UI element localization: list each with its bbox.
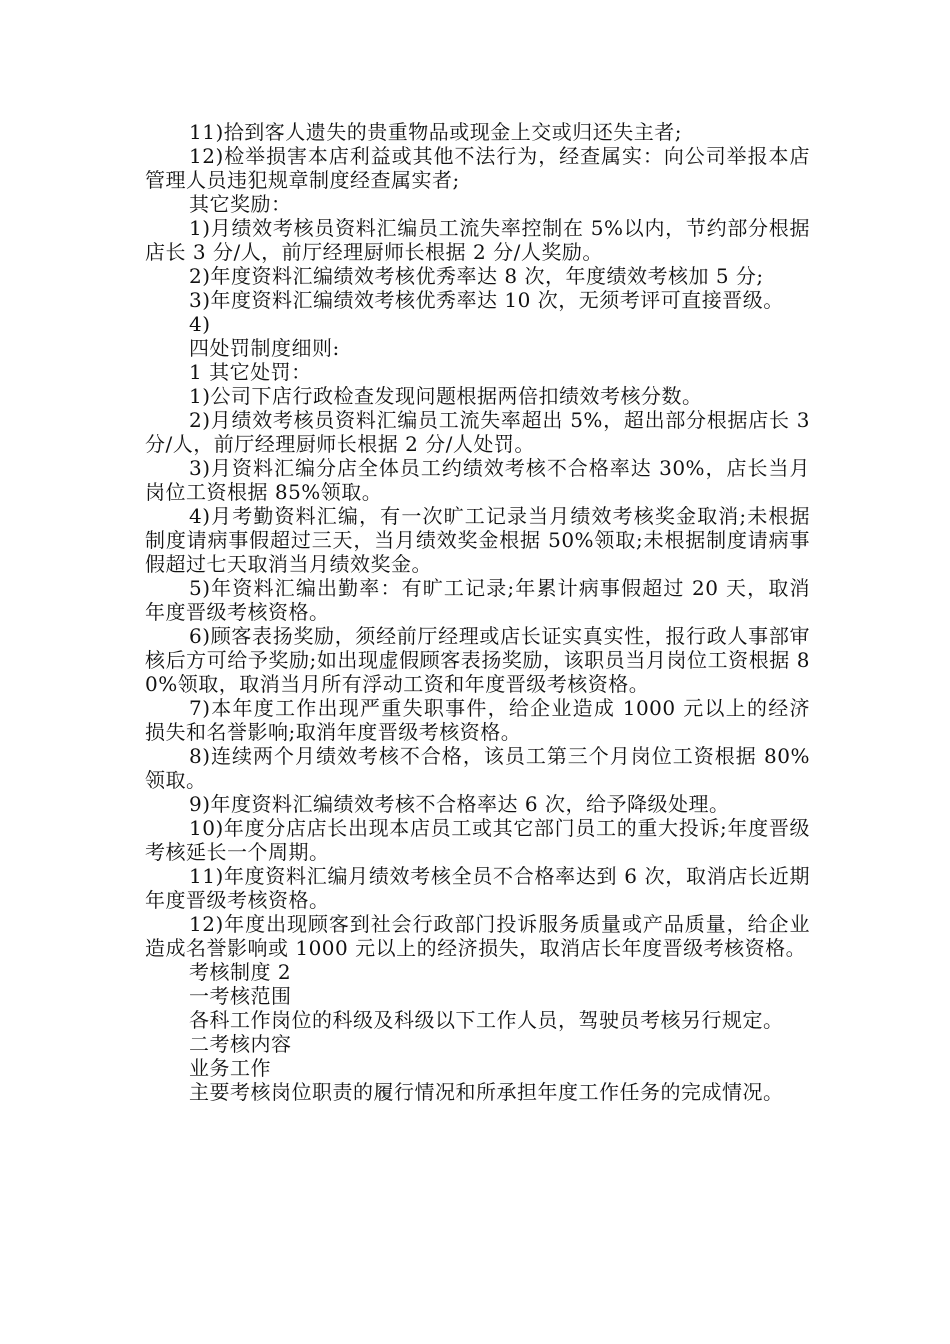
paragraph: 其它奖励： (189, 192, 292, 216)
paragraph: 6)顾客表扬奖励，须经前厅经理或店长证实真实性，报行政人事部审核后方可给予奖励;如出现虚假顾客表扬奖励，该职员当月岗位工资根据 80%领取，取消当月所有浮动工资和年度晋级考核资格。 (145, 624, 810, 696)
section-heading: 二考核内容 (189, 1032, 292, 1056)
paragraph: 主要考核岗位职责的履行情况和所承担年度工作任务的完成情况。 (189, 1080, 784, 1104)
section-heading: 业务工作 (189, 1056, 271, 1080)
paragraph: 各科工作岗位的科级及科级以下工作人员，驾驶员考核另行规定。 (189, 1008, 784, 1032)
section-heading: 一考核范围 (189, 984, 292, 1008)
paragraph: 12)检举损害本店利益或其他不法行为，经查属实：向公司举报本店管理人员违犯规章制度经查属实者; (145, 144, 810, 192)
paragraph: 9)年度资料汇编绩效考核不合格率达 6 次，给予降级处理。 (189, 792, 730, 816)
paragraph: 4)月考勤资料汇编，有一次旷工记录当月绩效考核奖金取消;未根据制度请病事假超过三天，当月绩效奖金根据 50%领取;未根据制度请病事假超过七天取消当月绩效奖金。 (145, 504, 810, 576)
paragraph: 11)拾到客人遗失的贵重物品或现金上交或归还失主者; (189, 120, 682, 144)
paragraph: 3)年度资料汇编绩效考核优秀率达 10 次，无须考评可直接晋级。 (189, 288, 784, 312)
paragraph: 5)年资料汇编出勤率：有旷工记录;年累计病事假超过 20 天，取消年度晋级考核资格。 (145, 576, 810, 624)
paragraph: 1)月绩效考核员资料汇编员工流失率控制在 5%以内，节约部分根据店长 3 分/人，前厅经理厨师长根据 2 分/人奖励。 (145, 216, 810, 264)
paragraph: 8)连续两个月绩效考核不合格，该员工第三个月岗位工资根据 80%领取。 (145, 744, 810, 792)
paragraph: 2)月绩效考核员资料汇编员工流失率超出 5%，超出部分根据店长 3 分/人，前厅经理厨师长根据 2 分/人处罚。 (145, 408, 810, 456)
section-heading: 四处罚制度细则: (189, 336, 340, 360)
paragraph: 11)年度资料汇编月绩效考核全员不合格率达到 6 次，取消店长近期年度晋级考核资格。 (145, 864, 810, 912)
paragraph: 3)月资料汇编分店全体员工约绩效考核不合格率达 30%，店长当月岗位工资根据 85%领取。 (145, 456, 810, 504)
paragraph: 2)年度资料汇编绩效考核优秀率达 8 次，年度绩效考核加 5 分; (189, 264, 764, 288)
paragraph: 1)公司下店行政检查发现问题根据两倍扣绩效考核分数。 (189, 384, 703, 408)
paragraph: 4) (189, 312, 211, 336)
paragraph: 7)本年度工作出现严重失职事件，给企业造成 1000 元以上的经济损失和名誉影响;取消年度晋级考核资格。 (145, 696, 810, 744)
section-heading: 考核制度 2 (189, 960, 292, 984)
paragraph: 1 其它处罚： (189, 360, 312, 384)
paragraph: 12)年度出现顾客到社会行政部门投诉服务质量或产品质量，给企业造成名誉影响或 1000 元以上的经济损失，取消店长年度晋级考核资格。 (145, 912, 810, 960)
document-body (145, 120, 810, 1104)
paragraph: 10)年度分店店长出现本店员工或其它部门员工的重大投诉;年度晋级考核延长一个周期。 (145, 816, 810, 864)
